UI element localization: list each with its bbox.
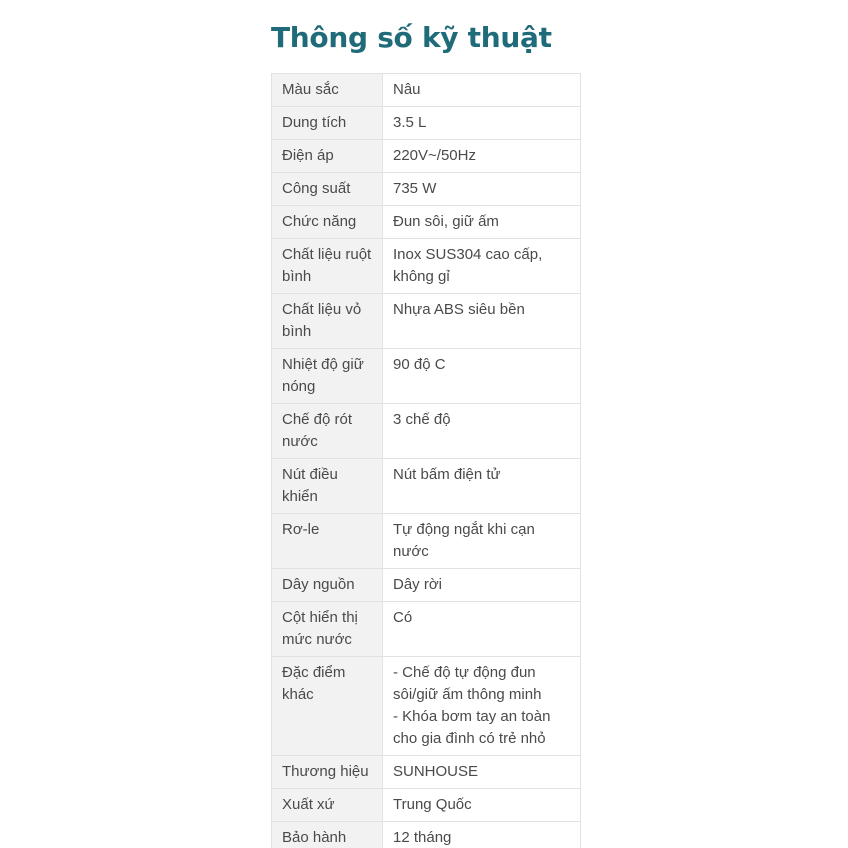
- spec-value: [383, 107, 581, 140]
- spec-row: [272, 140, 581, 173]
- spec-value-line: Nút bấm điện tử: [393, 466, 501, 483]
- page-title: Thông số kỹ thuật: [271, 21, 552, 54]
- spec-label: Xuất xứ: [272, 789, 383, 822]
- spec-value: [383, 514, 581, 569]
- spec-row: [272, 514, 581, 569]
- spec-value-line: Tự động ngắt khi cạn nước: [393, 521, 535, 560]
- spec-value-line: Dây rời: [393, 576, 443, 593]
- spec-value: [383, 173, 581, 206]
- spec-value-line: Nâu: [393, 81, 421, 98]
- spec-value-line: SUNHOUSE: [393, 763, 479, 780]
- spec-label: Chức năng: [272, 206, 383, 239]
- spec-value: [383, 756, 581, 789]
- spec-label: Dây nguồn: [272, 569, 383, 602]
- spec-value-line: 3 chế độ: [393, 411, 451, 428]
- spec-table-body: [272, 74, 581, 848]
- spec-value: [383, 569, 581, 602]
- spec-row: [272, 459, 581, 514]
- spec-row: [272, 239, 581, 294]
- spec-row: [272, 657, 581, 756]
- spec-row: [272, 206, 581, 239]
- spec-value-line: 735 W: [393, 180, 437, 197]
- spec-label: Đặc điểm khác: [272, 657, 383, 756]
- spec-value: [383, 657, 581, 756]
- spec-label: Rơ-le: [272, 514, 383, 569]
- spec-value-line: - Chế độ tự động đun sôi/giữ ấm thông minh: [393, 664, 542, 703]
- spec-row: [272, 74, 581, 107]
- spec-row: [272, 602, 581, 657]
- spec-value-line: Nhựa ABS siêu bền: [393, 301, 525, 318]
- spec-value: [383, 349, 581, 404]
- spec-label: Bảo hành: [272, 822, 383, 848]
- spec-value: [383, 140, 581, 173]
- spec-row: [272, 404, 581, 459]
- spec-value: [383, 602, 581, 657]
- spec-label: Điện áp: [272, 140, 383, 173]
- spec-row: [272, 822, 581, 848]
- spec-label: Nhiệt độ giữ nóng: [272, 349, 383, 404]
- spec-value-line: 3.5 L: [393, 114, 427, 131]
- spec-label: Thương hiệu: [272, 756, 383, 789]
- spec-value: [383, 822, 581, 848]
- spec-value: [383, 74, 581, 107]
- spec-value-line: - Khóa bơm tay an toàn cho gia đình có trẻ nhỏ: [393, 708, 551, 747]
- spec-row: [272, 789, 581, 822]
- spec-value-line: 90 độ C: [393, 356, 446, 373]
- spec-label: Chế độ rót nước: [272, 404, 383, 459]
- spec-row: [272, 294, 581, 349]
- spec-label: Cột hiển thị mức nước: [272, 602, 383, 657]
- spec-value-line: Trung Quốc: [393, 796, 472, 813]
- spec-row: [272, 107, 581, 140]
- spec-label: Màu sắc: [272, 74, 383, 107]
- spec-value-line: Đun sôi, giữ ấm: [393, 213, 499, 230]
- spec-value: [383, 404, 581, 459]
- spec-row: [272, 569, 581, 602]
- spec-label: Dung tích: [272, 107, 383, 140]
- spec-value: [383, 206, 581, 239]
- spec-row: [272, 349, 581, 404]
- spec-value-line: Có: [393, 609, 413, 626]
- spec-row: [272, 756, 581, 789]
- spec-label: Nút điều khiển: [272, 459, 383, 514]
- spec-label: Chất liệu ruột bình: [272, 239, 383, 294]
- spec-value: [383, 239, 581, 294]
- spec-row: [272, 173, 581, 206]
- spec-value-line: 220V~/50Hz: [393, 147, 476, 164]
- spec-table: [271, 73, 581, 848]
- spec-value-line: Inox SUS304 cao cấp, không gỉ: [393, 246, 543, 285]
- spec-value-line: 12 tháng: [393, 829, 452, 846]
- spec-value: [383, 294, 581, 349]
- spec-label: Chất liệu vỏ bình: [272, 294, 383, 349]
- spec-value: [383, 789, 581, 822]
- spec-label: Công suất: [272, 173, 383, 206]
- spec-value: [383, 459, 581, 514]
